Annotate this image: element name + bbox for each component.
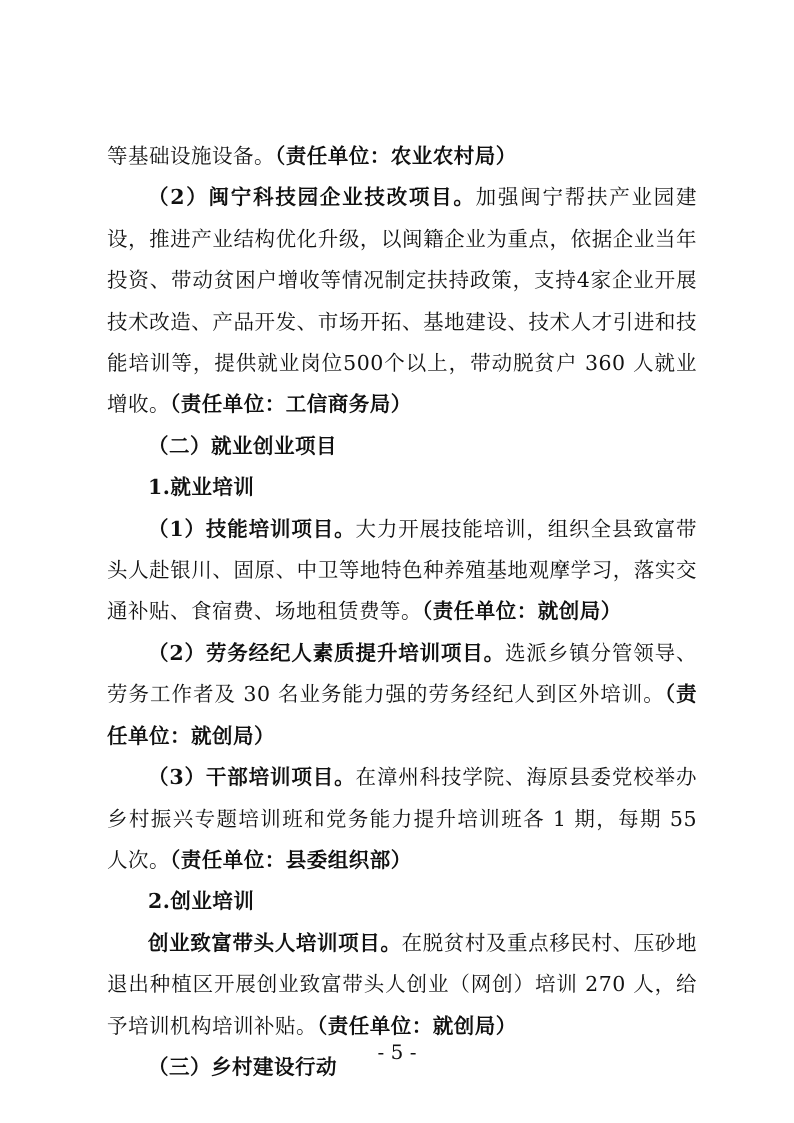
- responsible-unit: （责任单位：农业农村局）: [275, 144, 517, 168]
- paragraph-text: 选派乡镇分管领导、劳务工作者及 30 名业务能力强的劳务经纪人到区外培训。: [107, 640, 698, 707]
- paragraph-text: 在脱贫村及重点移民村、压砂地退出种植区开展创业致富带头人创业（网创）培训 270 人，给予培训机构培训补贴。: [107, 930, 698, 1038]
- responsible-unit: （责任单位：就创局）: [107, 682, 698, 748]
- subsection-heading-entrepreneurship-training: 2.创业培训: [148, 889, 255, 914]
- subsection-heading-employment-training: 1.就业培训: [148, 475, 255, 500]
- paragraph-infrastructure-end: [107, 136, 697, 177]
- item-title: （2）闽宁科技园企业技改项目。: [148, 185, 476, 210]
- paragraph-skills-training: [107, 509, 697, 633]
- item-title: （1）技能培训项目。: [148, 516, 356, 541]
- paragraph-labor-broker-training: [107, 633, 697, 757]
- paragraph-text: 加强闽宁帮扶产业园建设，推进产业结构优化升级，以闽籍企业为重点，依据企业当年投资、带动贫困户增收等情况制定扶持政策，支持4家企业开展技术改造、产品开发、市场开拓、基地建设、技术人才引进和技能培训等，提供就业岗位500个以上，带动脱贫户 360 人就业增收。: [107, 185, 698, 417]
- responsible-unit: （责任单位：工信商务局）: [170, 392, 412, 417]
- item-title: （2）劳务经纪人素质提升培训项目。: [148, 640, 506, 665]
- responsible-unit: （责任单位：就创局）: [317, 1013, 517, 1038]
- responsible-unit: （责任单位：县委组织部）: [170, 847, 412, 872]
- item-title: （3）干部培训项目。: [148, 765, 356, 790]
- paragraph-text: 大力开展技能培训，组织全县致富带头人赴银川、固原、中卫等地特色种养殖基地观摩学习，落实交通补贴、食宿费、场地租赁费等。: [107, 516, 698, 624]
- paragraph-cadre-training: [107, 757, 697, 881]
- paragraph-text: 在漳州科技学院、海原县委党校举办乡村振兴专题培训班和党务能力提升培训班各 1 期，每期 55 人次。: [107, 765, 698, 872]
- paragraph-minning-tech-park: [107, 177, 697, 425]
- page-number: - 5 -: [377, 1040, 417, 1064]
- paragraph-text: 等基础设施设备。: [107, 144, 275, 168]
- responsible-unit: （责任单位：就创局）: [422, 599, 622, 624]
- item-title: 创业致富带头人培训项目。: [148, 930, 402, 955]
- section-heading-employment: （二）就业创业项目: [148, 433, 337, 458]
- document-body: [107, 136, 697, 1088]
- section-heading-rural-construction: （三）乡村建设行动: [148, 1054, 337, 1079]
- paragraph-entrepreneur-leader-training: [107, 923, 697, 1047]
